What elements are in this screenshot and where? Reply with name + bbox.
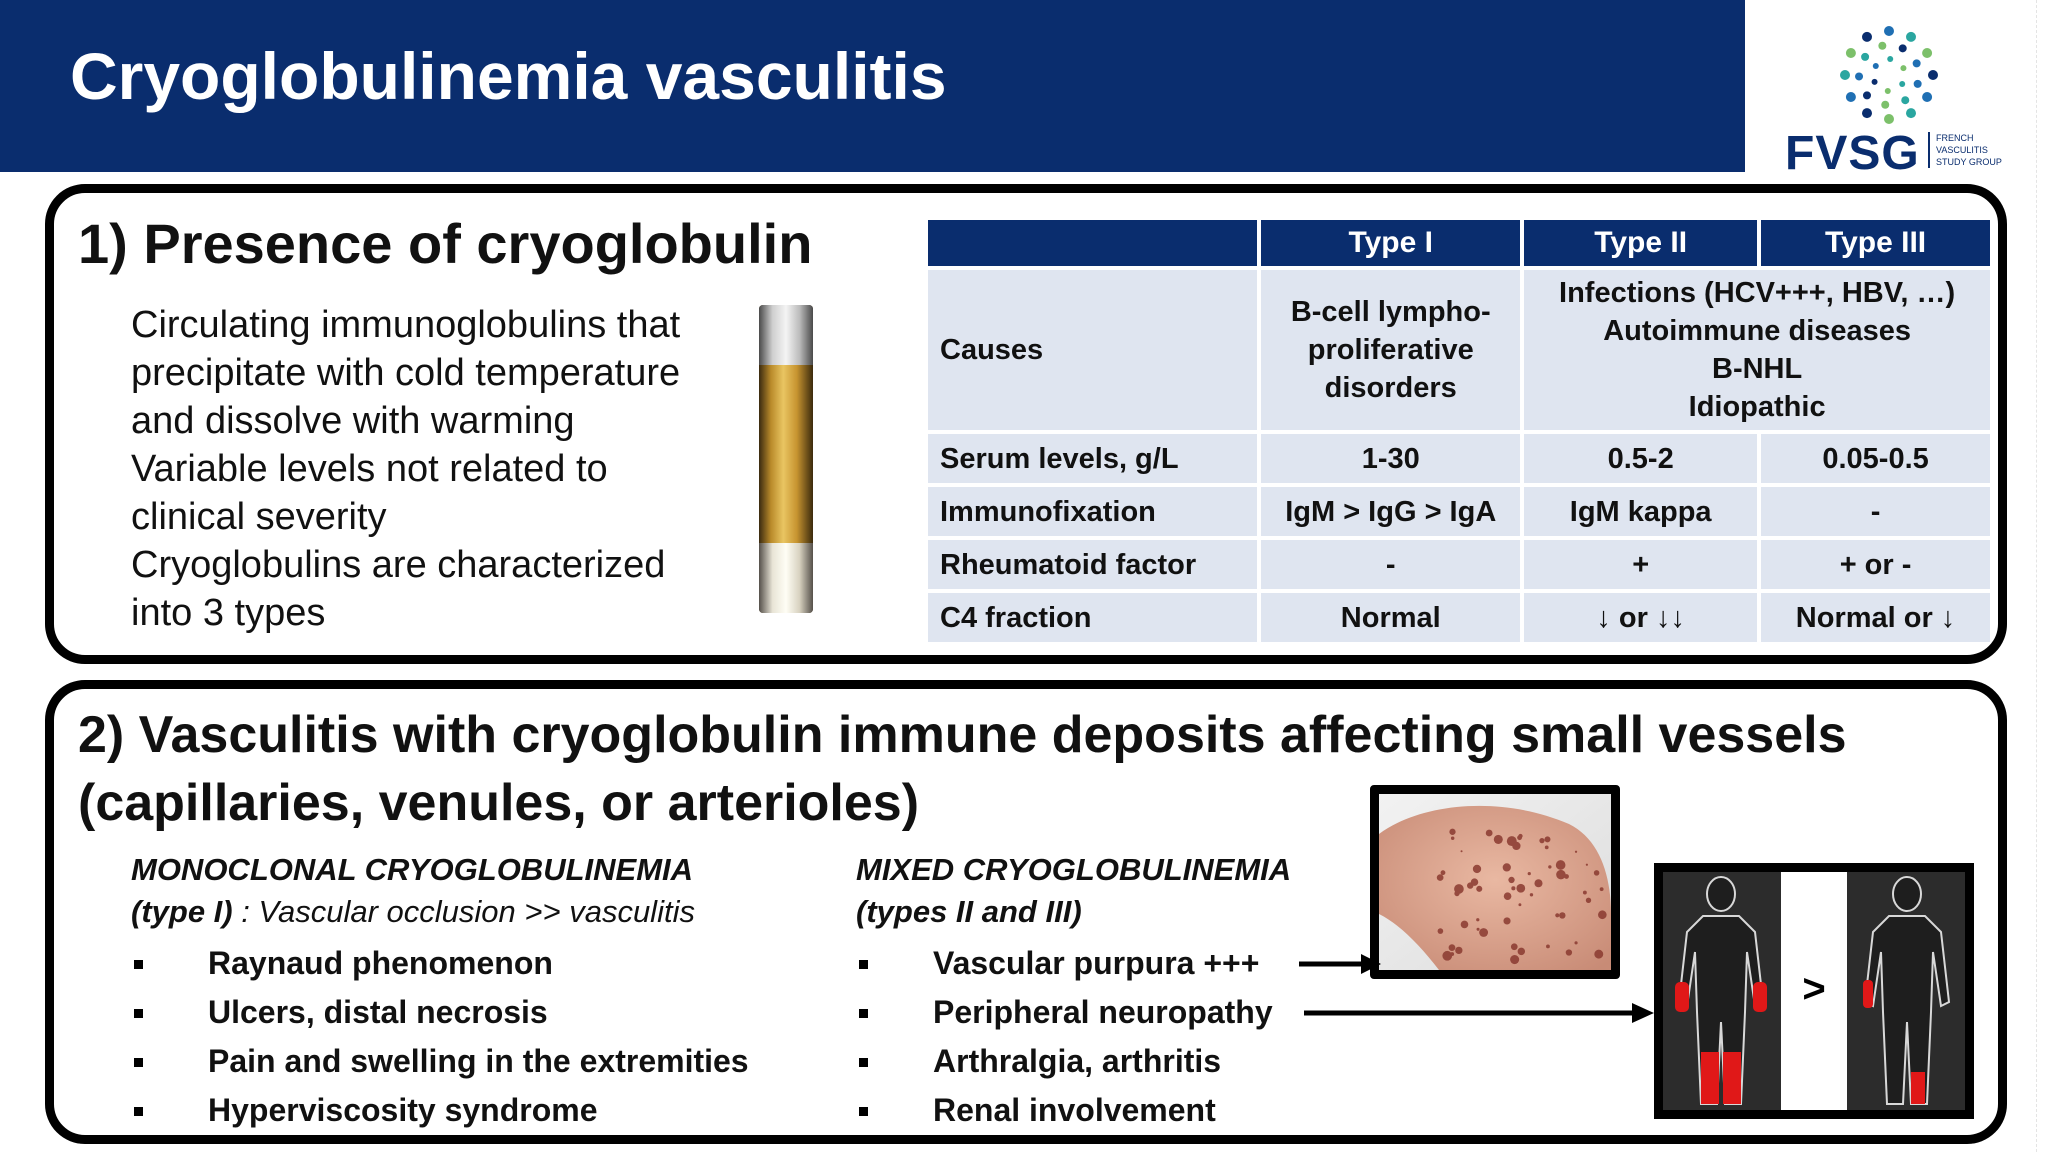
description-line: Circulating immunoglobulins that <box>131 304 681 346</box>
table-cell: Normal or ↓ <box>1761 593 1990 642</box>
purpura-spot <box>1454 891 1459 896</box>
logo-dot <box>1846 92 1856 102</box>
purpura-spot <box>1545 845 1549 849</box>
neuropathy-body-diagram <box>1654 863 1974 1119</box>
logo-dot <box>1862 108 1872 118</box>
logo-dot <box>1863 91 1871 99</box>
table-header-cell: Type III <box>1761 220 1990 266</box>
cell-line: B-cell lympho- <box>1290 296 1491 328</box>
purpura-spot <box>1477 928 1480 931</box>
table-header-row <box>928 220 1990 266</box>
section2-title-line: (capillaries, venules, or arterioles) <box>78 774 920 832</box>
description-line: Cryoglobulins are characterized <box>131 544 666 586</box>
row-label: C4 fraction <box>928 593 1257 642</box>
logo-dot <box>1906 32 1916 42</box>
comparison-symbol: > <box>1802 967 1826 1011</box>
purpura-spot <box>1504 892 1512 900</box>
title-bar <box>0 0 1745 172</box>
purpura-spot <box>1476 918 1479 921</box>
monoclonal-heading <box>131 849 695 933</box>
table-cell: + <box>1524 540 1757 589</box>
cell-line: Idiopathic <box>1688 391 1826 423</box>
purpura-spot <box>1511 943 1518 950</box>
description-line: and dissolve with warming <box>131 400 575 442</box>
purpura-spot <box>1449 829 1455 835</box>
purpura-photo <box>1370 785 1620 979</box>
logo-dot <box>1881 101 1889 109</box>
description-line: Variable levels not related to <box>131 448 608 490</box>
mixed-title: MIXED CRYOGLOBULINEMIA <box>856 852 1292 887</box>
purpura-spot <box>1516 884 1525 893</box>
logo-subtitle: FRENCH VASCULITIS STUDY GROUP <box>1928 132 2008 168</box>
row-label: Immunofixation <box>928 487 1257 536</box>
purpura-spot <box>1461 921 1469 929</box>
purpura-spot <box>1479 928 1488 937</box>
purpura-spot <box>1556 860 1566 870</box>
cryoglobulin-types-table <box>924 216 1994 646</box>
monoclonal-subtitle <box>131 891 695 933</box>
logo-dot <box>1928 70 1938 80</box>
purpura-spot <box>1503 863 1511 871</box>
cryoprecipitate-tube-image <box>759 305 813 613</box>
list-item: Peripheral neuropathy <box>859 988 1273 1037</box>
list-item: Pain and swelling in the extremities <box>134 1037 749 1086</box>
table-cell: 1-30 <box>1261 434 1520 483</box>
row-label: Causes <box>928 270 1257 430</box>
body-figures-image <box>1663 872 1965 1110</box>
purpura-spot <box>1442 951 1452 961</box>
purpura-spot <box>1518 948 1525 955</box>
purpura-spot <box>1546 944 1550 948</box>
arrow-right-icon <box>1304 1001 1654 1025</box>
slide-title: Cryoglobulinemia vasculitis <box>70 39 947 113</box>
mixed-subtitle: (types II and III) <box>856 894 1082 929</box>
purpura-spot <box>1556 870 1565 879</box>
tube-precipitate <box>759 543 813 613</box>
logo-dot <box>1899 81 1905 87</box>
purpura-spot <box>1600 887 1604 891</box>
purpura-skin-image <box>1379 794 1611 970</box>
table-cell: 0.5-2 <box>1524 434 1757 483</box>
list-item: Raynaud phenomenon <box>134 939 749 988</box>
logo-dot <box>1913 59 1921 67</box>
purpura-spot <box>1530 893 1533 896</box>
cell-line: proliferative <box>1307 334 1474 366</box>
purpura-spot <box>1539 838 1544 843</box>
logo-dot <box>1846 48 1856 58</box>
logo-dot <box>1906 108 1916 118</box>
purpura-spot <box>1534 879 1542 887</box>
logo-dot <box>1900 65 1906 71</box>
logo-dot <box>1922 92 1932 102</box>
list-item: Ulcers, distal necrosis <box>134 988 749 1037</box>
purpura-spot <box>1574 941 1577 944</box>
purpura-spot <box>1450 952 1454 956</box>
purpura-spot <box>1461 850 1463 852</box>
purpura-spot <box>1438 928 1444 934</box>
cell-line: disorders <box>1324 372 1457 404</box>
purpura-spot <box>1517 835 1522 840</box>
table-cell: - <box>1261 540 1520 589</box>
section1-title: 1) Presence of cryoglobulin <box>78 212 813 275</box>
logo-dot <box>1873 63 1879 69</box>
logo-dot <box>1862 32 1872 42</box>
purpura-spot <box>1476 886 1482 892</box>
monoclonal-note: : Vascular occlusion >> vasculitis <box>232 894 695 929</box>
table-row <box>928 540 1990 589</box>
logo-dot <box>1914 80 1922 88</box>
table-row-causes <box>928 270 1990 430</box>
purpura-spot <box>1548 865 1551 868</box>
logo-dot <box>1887 56 1893 62</box>
table-row <box>928 487 1990 536</box>
purpura-spot <box>1566 949 1572 955</box>
mixed-heading <box>856 849 1291 933</box>
table-cell: 0.05-0.5 <box>1761 434 1990 483</box>
row-label: Serum levels, g/L <box>928 434 1257 483</box>
purpura-spot <box>1511 886 1515 890</box>
section1-description <box>131 301 741 637</box>
purpura-spot <box>1437 874 1444 881</box>
logo-dot <box>1922 48 1932 58</box>
table-cell: - <box>1761 487 1990 536</box>
logo-dot <box>1840 70 1850 80</box>
logo-dot <box>1861 53 1869 61</box>
row-label: Rheumatoid factor <box>928 540 1257 589</box>
purpura-spot <box>1473 865 1481 873</box>
table-cell: IgM > IgG > IgA <box>1261 487 1520 536</box>
purpura-spot <box>1583 891 1587 895</box>
purpura-spot <box>1594 870 1600 876</box>
purpura-spot <box>1518 903 1521 906</box>
purpura-spot <box>1512 842 1520 850</box>
purpura-spot <box>1451 836 1454 839</box>
logo-dot <box>1884 26 1894 36</box>
cell-line: Autoimmune diseases <box>1603 315 1912 347</box>
purpura-spot <box>1555 913 1559 917</box>
table-cell: IgM kappa <box>1524 487 1757 536</box>
fvsg-logo <box>1770 14 2040 180</box>
logo-dots-icon <box>1834 20 1944 130</box>
tube-cap <box>759 305 813 365</box>
purpura-spot <box>1508 877 1514 883</box>
description-line: into 3 types <box>131 592 326 634</box>
purpura-spot <box>1594 950 1603 959</box>
table-cell: Normal <box>1261 593 1520 642</box>
cell-line: B-NHL <box>1712 353 1803 385</box>
list-item: Hyperviscosity syndrome <box>134 1086 749 1135</box>
vasculitis-panel <box>45 680 2007 1144</box>
monoclonal-title: MONOCLONAL CRYOGLOBULINEMIA <box>131 852 694 887</box>
table-header-cell <box>928 220 1257 266</box>
purpura-spot <box>1471 878 1478 885</box>
list-item: Vascular purpura +++ <box>859 939 1273 988</box>
monoclonal-list <box>134 939 749 1135</box>
logo-dot <box>1899 44 1907 52</box>
logo-dot <box>1901 96 1909 104</box>
list-item: Arthralgia, arthritis <box>859 1037 1273 1086</box>
description-line: precipitate with cold temperature <box>131 352 681 394</box>
table-cell <box>1261 270 1520 430</box>
section2-title-line: 2) Vasculitis with cryoglobulin immune deposits affecting small vessels <box>78 706 1847 764</box>
purpura-spot <box>1559 912 1565 918</box>
purpura-spot <box>1503 917 1510 924</box>
table-row <box>928 593 1990 642</box>
arrow-right-icon <box>1299 952 1381 976</box>
purpura-spot <box>1486 830 1493 837</box>
logo-text: FVSG <box>1785 127 1920 180</box>
purpura-spot <box>1510 955 1519 964</box>
logo-dot <box>1855 72 1863 80</box>
logo-dot <box>1885 88 1891 94</box>
logo-dot <box>1872 79 1878 85</box>
table-header-cell: Type II <box>1524 220 1757 266</box>
purpura-spot <box>1575 851 1577 853</box>
purpura-spot <box>1441 870 1446 875</box>
table-cell: + or - <box>1761 540 1990 589</box>
table-cell-mixed-causes <box>1524 270 1990 430</box>
monoclonal-type: (type I) <box>131 894 233 929</box>
purpura-spot <box>1586 898 1591 903</box>
purpura-spot <box>1544 836 1550 842</box>
logo-dot <box>1878 42 1886 50</box>
purpura-spot <box>1494 835 1503 844</box>
table-cell: ↓ or ↓↓ <box>1524 593 1757 642</box>
purpura-spot <box>1455 947 1462 954</box>
purpura-spot <box>1528 872 1531 875</box>
mixed-list <box>859 939 1273 1135</box>
cryoglobulin-panel <box>45 184 2007 664</box>
purpura-spot <box>1598 910 1607 919</box>
table-header-cell: Type I <box>1261 220 1520 266</box>
purpura-spot <box>1449 944 1456 951</box>
cell-line: Infections (HCV+++, HBV, …) <box>1559 277 1956 309</box>
description-line: clinical severity <box>131 496 387 538</box>
logo-dot <box>1884 114 1894 124</box>
slide-edge <box>2036 0 2048 1152</box>
table-row <box>928 434 1990 483</box>
list-item: Renal involvement <box>859 1086 1273 1135</box>
purpura-spot <box>1586 864 1588 866</box>
